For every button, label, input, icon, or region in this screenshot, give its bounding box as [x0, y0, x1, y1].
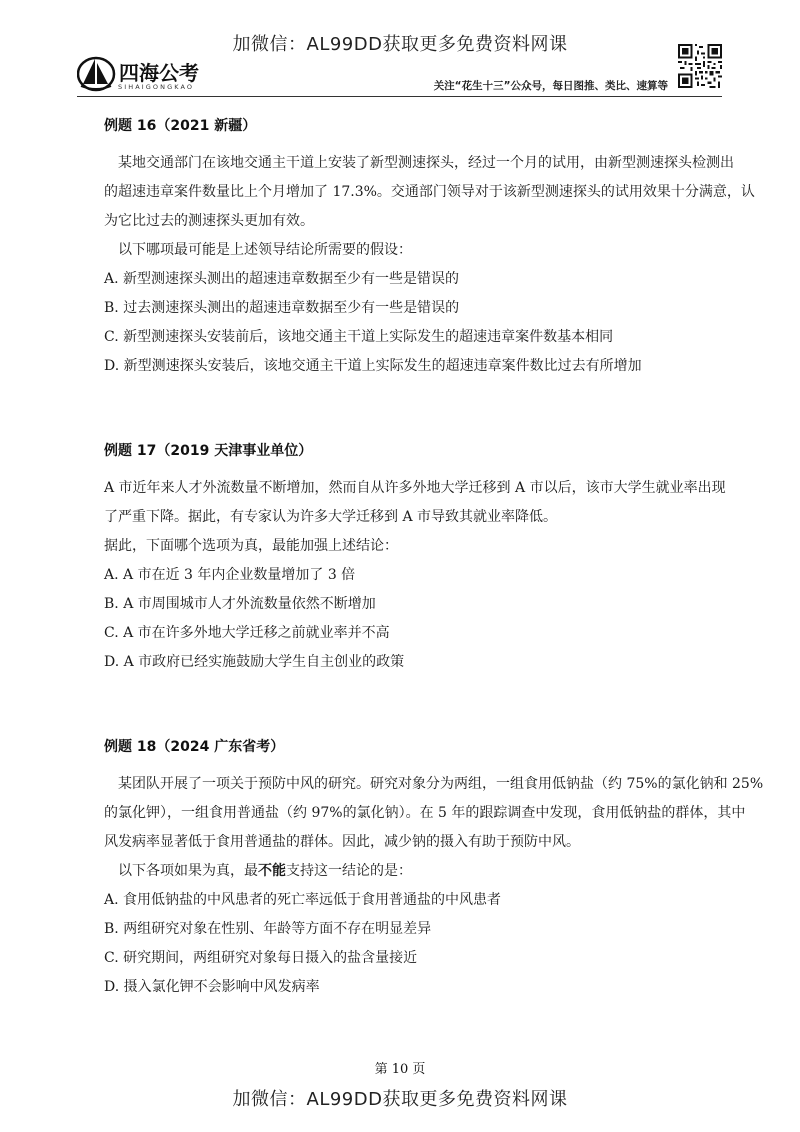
logo-name: 四海公考	[119, 61, 199, 85]
watermark-top: 加微信：AL99DD获取更多免费资料网课	[232, 34, 568, 55]
stem-line: 了严重下降。据此，有专家认为许多大学迁移到 A 市导致其就业率降低。	[104, 509, 558, 525]
header-divider	[77, 96, 722, 97]
page-number: 第 10 页	[374, 1062, 426, 1077]
stem-line: A 市近年来人才外流数量不断增加，然而自从许多外地大学迁移到 A 市以后，该市大学生就业率出现	[104, 480, 726, 496]
stem-line: 风发病率显著低于食用普通盐的群体。因此，减少钠的摄入有助于预防中风。	[104, 834, 580, 850]
question-16	[104, 115, 755, 381]
stem-line: 的氯化钾），一组食用普通盐（约 97%的氯化钠）。在 5 年的跟踪调查中发现，食用低钠盐的群体，其中	[104, 805, 746, 821]
option-d: D. 摄入氯化钾不会影响中风发病率	[104, 979, 320, 995]
stem-line: 某团队开展了一项关于预防中风的研究。研究对象分为两组，一组食用低钠盐（约 75%的氯化钠和 25%	[118, 776, 764, 792]
question-prompt: 以下哪项最可能是上述领导结论所需要的假设：	[118, 242, 412, 258]
stem-line: 的超速违章案件数量比上个月增加了 17.3%。交通部门领导对于该新型测速探头的试用效果十分满意，认	[104, 184, 755, 200]
prompt-emphasis: 不能	[258, 863, 286, 879]
option-d: D. A 市政府已经实施鼓励大学生自主创业的政策	[104, 654, 405, 670]
question-17	[104, 440, 724, 677]
stem-line: 为它比过去的测速探头更加有效。	[104, 213, 314, 229]
option-a: A. A 市在近 3 年内企业数量增加了 3 倍	[104, 567, 356, 583]
question-prompt	[104, 857, 724, 886]
option-d: D. 新型测速探头安装后，该地交通主干道上实际发生的超速违章案件数比过去有所增加	[104, 358, 642, 374]
logo-subtitle: SIHAIGONGKAO	[118, 83, 195, 91]
option-a: A. 新型测速探头测出的超速违章数据至少有一些是错误的	[104, 271, 460, 287]
option-a: A. 食用低钠盐的中风患者的死亡率远低于食用普通盐的中风患者	[104, 892, 502, 908]
question-title: 例题 16（2021 新疆）	[104, 118, 257, 134]
question-title: 例题 17（2019 天津事业单位）	[104, 443, 313, 459]
option-b: B. 两组研究对象在性别、年龄等方面不存在明显差异	[104, 921, 432, 937]
option-c: C. 新型测速探头安装前后，该地交通主干道上实际发生的超速违章案件数基本相同	[104, 329, 614, 345]
option-b: B. A 市周围城市人才外流数量依然不断增加	[104, 596, 376, 612]
question-prompt: 据此，下面哪个选项为真，最能加强上述结论：	[104, 538, 398, 554]
sailboat-logo-icon	[77, 55, 117, 93]
option-b: B. 过去测速探头测出的超速违章数据至少有一些是错误的	[104, 300, 460, 316]
option-c: C. 研究期间，两组研究对象每日摄入的盐含量接近	[104, 950, 418, 966]
prompt-pre: 以下各项如果为真，最	[118, 863, 258, 879]
question-title: 例题 18（2024 广东省考）	[104, 739, 285, 755]
question-18	[104, 736, 764, 1002]
header-tagline: 关注“花生十三”公众号，每日图推、类比、速算等	[433, 80, 668, 92]
prompt-post: 支持这一结论的是：	[286, 863, 412, 879]
stem-line: 某地交通部门在该地交通主干道上安装了新型测速探头，经过一个月的试用，由新型测速探头检测出	[118, 155, 734, 171]
logo	[77, 55, 237, 95]
option-c: C. A 市在许多外地大学迁移之前就业率并不高	[104, 625, 390, 641]
qr-code-icon	[678, 44, 722, 88]
watermark-bottom: 加微信：AL99DD获取更多免费资料网课	[232, 1089, 568, 1110]
